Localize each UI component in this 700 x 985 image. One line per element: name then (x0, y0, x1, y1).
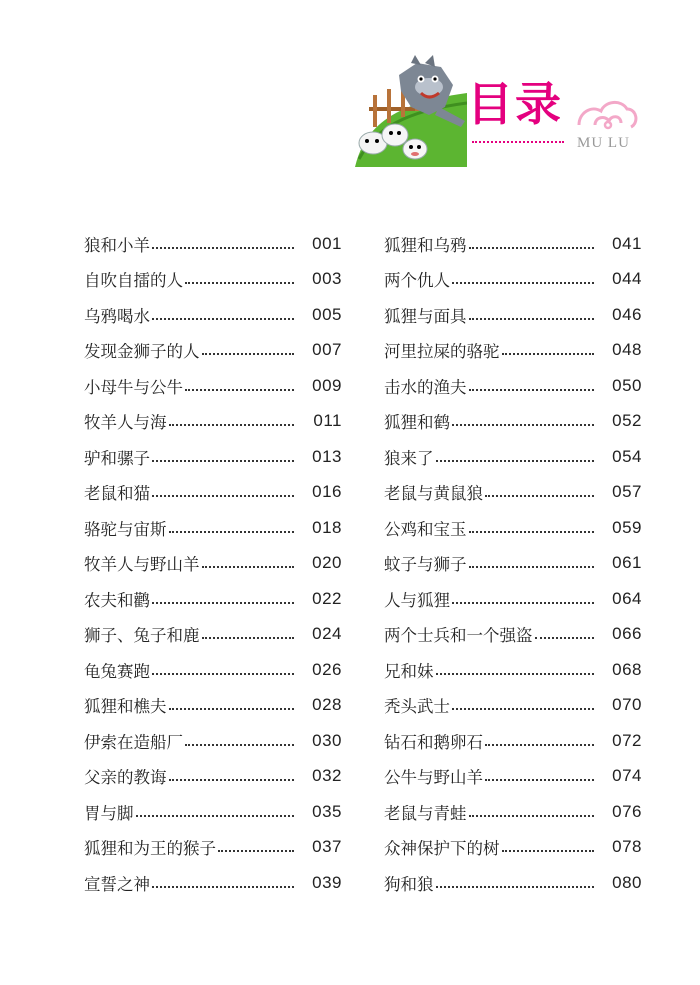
toc-entry-page: 024 (312, 624, 342, 644)
toc-entry-page: 068 (612, 659, 642, 679)
toc-leader-dots (152, 495, 294, 497)
toc-entry-page: 009 (312, 375, 342, 395)
toc-entry-page: 018 (312, 517, 342, 537)
toc-entry-title: 兄和妹 (384, 661, 434, 681)
toc-entry-page: 044 (612, 269, 642, 289)
toc-entry[interactable] (384, 262, 642, 298)
toc-entry-title: 狮子、兔子和鹿 (84, 626, 200, 646)
toc-entry[interactable] (384, 723, 642, 759)
toc-entry-title: 老鼠与黄鼠狼 (384, 484, 483, 504)
toc-leader-dots (169, 779, 295, 781)
toc-entry-page: 080 (612, 872, 642, 892)
toc-leader-dots (485, 495, 594, 497)
toc-entry[interactable] (384, 617, 642, 653)
toc-entry-page: 072 (612, 730, 642, 750)
toc-entry[interactable] (84, 723, 342, 759)
toc-leader-dots (469, 389, 595, 391)
toc-entry-page: 059 (612, 517, 642, 537)
toc-leader-dots (136, 815, 295, 817)
toc-leader-dots (169, 424, 295, 426)
toc-entry-title: 老鼠与青蛙 (384, 803, 467, 823)
toc-entry[interactable] (84, 688, 342, 724)
toc-entry-page: 076 (612, 801, 642, 821)
toc-entry-page: 032 (312, 766, 342, 786)
toc-entry-title: 驴和骡子 (84, 448, 150, 468)
toc-entry-title: 公牛与野山羊 (384, 768, 483, 788)
toc-entry[interactable] (84, 865, 342, 901)
toc-entry-title: 骆驼与宙斯 (84, 519, 167, 539)
toc-entry-title: 乌鸦喝水 (84, 306, 150, 326)
toc-entry-page: 026 (312, 659, 342, 679)
toc-entry[interactable] (384, 759, 642, 795)
toc-entry-page: 046 (612, 304, 642, 324)
toc-entry-title: 老鼠和猫 (84, 484, 150, 504)
toc-entry-title: 击水的渔夫 (384, 377, 467, 397)
toc-entry-page: 057 (612, 482, 642, 502)
toc-entry-page: 013 (312, 446, 342, 466)
toc-entry[interactable] (84, 297, 342, 333)
toc-entry-page: 061 (612, 553, 642, 573)
toc-entry-title: 发现金狮子的人 (84, 342, 200, 362)
toc-entry[interactable] (84, 652, 342, 688)
toc-leader-dots (169, 531, 295, 533)
toc-leader-dots (469, 815, 595, 817)
toc-entry[interactable] (84, 404, 342, 440)
toc-entry[interactable] (384, 368, 642, 404)
toc-entry-title: 狐狸和樵夫 (84, 697, 167, 717)
toc-entry-page: 020 (312, 553, 342, 573)
toc-entry-title: 钻石和鹅卵石 (384, 732, 483, 752)
toc-entry[interactable] (384, 830, 642, 866)
toc-entry-page: 035 (312, 801, 342, 821)
toc-leader-dots (469, 531, 595, 533)
toc-entry[interactable] (384, 865, 642, 901)
toc-entry-page: 039 (312, 872, 342, 892)
toc-leader-dots (452, 424, 594, 426)
toc-leader-dots (202, 353, 295, 355)
toc-leader-dots (152, 318, 294, 320)
toc-leader-dots (202, 566, 295, 568)
toc-entry[interactable] (384, 439, 642, 475)
toc-leader-dots (535, 637, 595, 639)
toc-entry-title: 宣誓之神 (84, 874, 150, 894)
toc-entry[interactable] (84, 368, 342, 404)
toc-entry-title: 伊索在造船厂 (84, 732, 183, 752)
page-subtitle: MU LU (577, 135, 630, 151)
toc-entry-page: 052 (612, 411, 642, 431)
toc-entry-title: 狐狸和鹤 (384, 413, 450, 433)
toc-column-right (384, 226, 642, 901)
toc-leader-dots (152, 247, 294, 249)
toc-entry[interactable] (84, 794, 342, 830)
toc-leader-dots (452, 708, 594, 710)
toc-entry[interactable] (84, 333, 342, 369)
toc-entry-title: 两个仇人 (384, 271, 450, 291)
toc-entry[interactable] (384, 297, 642, 333)
toc-entry[interactable] (84, 581, 342, 617)
toc-entry-title: 农夫和鹳 (84, 590, 150, 610)
toc-entry[interactable] (384, 404, 642, 440)
toc-entry-title: 众神保护下的树 (384, 839, 500, 859)
toc-entry-title: 自吹自擂的人 (84, 271, 183, 291)
toc-leader-dots (436, 460, 595, 462)
toc-entry[interactable] (384, 226, 642, 262)
toc-entry-page: 048 (612, 340, 642, 360)
cloud-swirl-icon (575, 95, 639, 135)
toc-leader-dots (185, 744, 294, 746)
toc-entry[interactable] (84, 226, 342, 262)
toc-column-left (84, 226, 342, 901)
toc-leader-dots (152, 673, 294, 675)
title-underline (472, 141, 564, 143)
toc-leader-dots (185, 389, 294, 391)
toc-leader-dots (469, 247, 595, 249)
toc-entry-title: 狐狸和乌鸦 (384, 235, 467, 255)
wolf-and-sheep-illustration (355, 55, 467, 167)
toc-leader-dots (169, 708, 295, 710)
toc-entry-title: 秃头武士 (384, 697, 450, 717)
toc-entry[interactable] (384, 581, 642, 617)
toc-entry[interactable] (384, 652, 642, 688)
toc-leader-dots (185, 282, 294, 284)
toc-entry-title: 公鸡和宝玉 (384, 519, 467, 539)
toc-entry-page: 054 (612, 446, 642, 466)
toc-entry-page: 041 (612, 233, 642, 253)
toc-leader-dots (452, 282, 594, 284)
toc-leader-dots (485, 779, 594, 781)
toc-leader-dots (218, 850, 294, 852)
toc-entry-page: 005 (312, 304, 342, 324)
toc-entry-title: 胃与脚 (84, 803, 134, 823)
toc-entry-page: 064 (612, 588, 642, 608)
toc-entry[interactable] (384, 794, 642, 830)
toc-leader-dots (469, 566, 595, 568)
toc-entry-page: 028 (312, 695, 342, 715)
toc-entry[interactable] (384, 475, 642, 511)
toc-entry-page: 030 (312, 730, 342, 750)
toc-entry-page: 050 (612, 375, 642, 395)
toc-entry[interactable] (384, 333, 642, 369)
toc-entry[interactable] (84, 830, 342, 866)
toc-leader-dots (152, 886, 294, 888)
toc-entry-title: 狐狸和为王的猴子 (84, 839, 216, 859)
toc-entry-page: 001 (312, 233, 342, 253)
toc-entry-title: 两个士兵和一个强盗 (384, 626, 533, 646)
toc-entry[interactable] (84, 759, 342, 795)
toc-entry[interactable] (84, 617, 342, 653)
toc-entry[interactable] (84, 262, 342, 298)
toc-leader-dots (436, 886, 595, 888)
toc-entry-title: 狗和狼 (384, 874, 434, 894)
toc-entry-title: 牧羊人与海 (84, 413, 167, 433)
toc-entry[interactable] (84, 439, 342, 475)
toc-leader-dots (502, 353, 595, 355)
toc-entry[interactable] (84, 475, 342, 511)
toc-entry-title: 河里拉屎的骆驼 (384, 342, 500, 362)
toc-entry-title: 父亲的教诲 (84, 768, 167, 788)
toc-entry[interactable] (384, 546, 642, 582)
toc-entry-title: 狼来了 (384, 448, 434, 468)
toc-leader-dots (152, 460, 294, 462)
toc-entry-title: 人与狐狸 (384, 590, 450, 610)
toc-leader-dots (436, 673, 595, 675)
toc-entry-title: 狐狸与面具 (384, 306, 467, 326)
toc-leader-dots (452, 602, 594, 604)
toc-entry-page: 022 (312, 588, 342, 608)
toc-entry-title: 小母牛与公牛 (84, 377, 183, 397)
toc-entry[interactable] (384, 510, 642, 546)
toc-entry[interactable] (384, 688, 642, 724)
toc-entry-page: 078 (612, 837, 642, 857)
toc-entry-page: 007 (312, 340, 342, 360)
toc-leader-dots (469, 318, 595, 320)
toc-leader-dots (502, 850, 595, 852)
toc-entry-page: 011 (313, 411, 342, 431)
toc-entry-title: 蚊子与狮子 (384, 555, 467, 575)
toc-entry-page: 074 (612, 766, 642, 786)
toc-entry-title: 龟兔赛跑 (84, 661, 150, 681)
toc-entry-page: 037 (312, 837, 342, 857)
toc-entry-title: 牧羊人与野山羊 (84, 555, 200, 575)
toc-entry-page: 016 (312, 482, 342, 502)
toc-entry-title: 狼和小羊 (84, 235, 150, 255)
toc-entry[interactable] (84, 510, 342, 546)
toc-entry[interactable] (84, 546, 342, 582)
toc-entry-page: 003 (312, 269, 342, 289)
toc-leader-dots (152, 602, 294, 604)
toc-leader-dots (485, 744, 594, 746)
page-title: 目录 (467, 77, 563, 131)
toc-leader-dots (202, 637, 295, 639)
toc-entry-page: 070 (612, 695, 642, 715)
page-header (355, 55, 655, 170)
toc-entry-page: 066 (612, 624, 642, 644)
